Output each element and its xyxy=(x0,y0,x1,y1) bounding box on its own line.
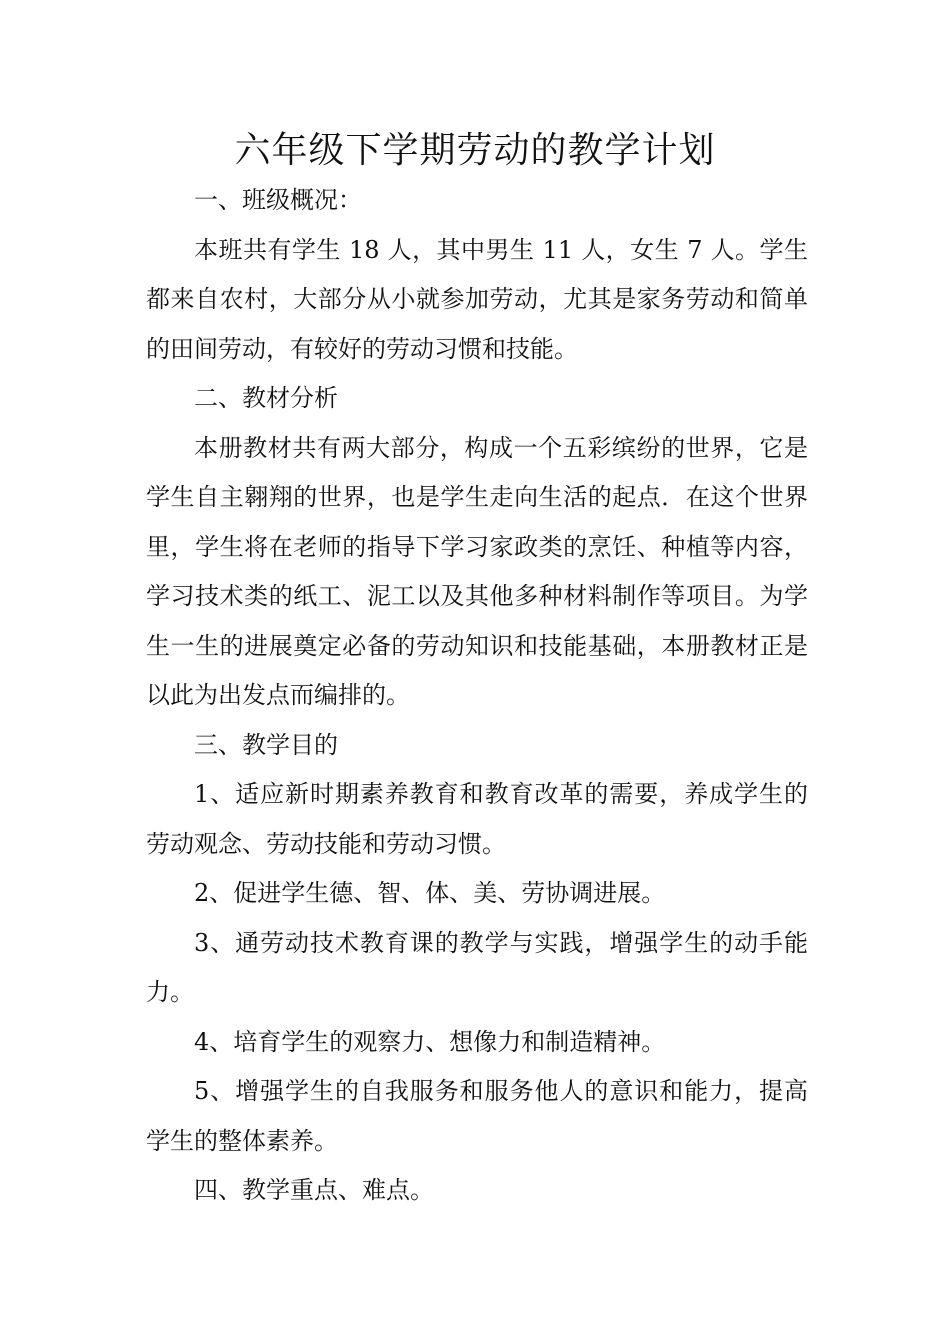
goal-item-2: 2、促进学生德、智、体、美、劳协调进展。 xyxy=(194,879,666,907)
goal-item-5: 5、增强学生的自我服务和服务他人的意识和能力，提高学生的整体素养。 xyxy=(146,1077,808,1155)
goal-item-3: 3、通劳动技术教育课的教学与实践，增强学生的动手能力。 xyxy=(146,928,808,1006)
section-heading-textbook-analysis: 二、教材分析 xyxy=(194,384,338,412)
section-heading-teaching-goals: 三、教学目的 xyxy=(194,730,338,759)
goal-item-4: 4、培育学生的观察力、想像力和制造精神。 xyxy=(194,1027,666,1056)
section-heading-key-points: 四、教学重点、难点。 xyxy=(194,1176,434,1204)
paragraph-class-overview: 本班共有学生 18 人，其中男生 11 人，女生 7 人。学生都来自农村，大部分从小就参加劳动，尤其是家务劳动和简单的田间劳动，有较好的劳动习惯和技能。 xyxy=(146,235,808,363)
paragraph-textbook-analysis: 本册教材共有两大部分，构成一个五彩缤纷的世界，它是学生自主翱翔的世界，也是学生走向生活的起点．在这个世界里，学生将在老师的指导下学习家政类的烹饪、种植等内容，学习技术类的纸工、泥工以及其他多种材料制作等项目。为学生一生的进展奠定必备的劳动知识和技能基础，本册教材正是以此为出发点而编排的。 xyxy=(146,433,808,709)
section-heading-class-overview: 一、班级概况： xyxy=(194,186,362,214)
document-body xyxy=(146,176,808,1216)
document-title: 六年级下学期劳动的教学计划 xyxy=(234,130,716,171)
goal-item-1: 1、适应新时期素养教育和教育改革的需要，养成学生的劳动观念、劳动技能和劳动习惯。 xyxy=(146,780,808,858)
